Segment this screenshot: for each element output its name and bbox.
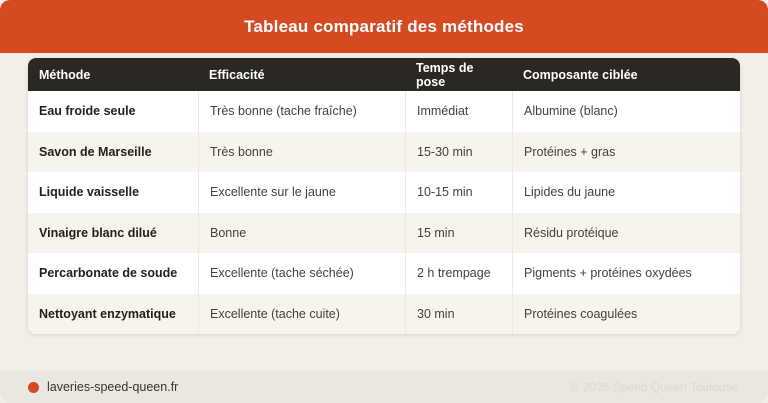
- cell-temps: Immédiat: [405, 91, 512, 132]
- comparison-table: [28, 58, 740, 334]
- page-title: Tableau comparatif des méthodes: [244, 16, 524, 36]
- column-header-composante-ciblee: Composante ciblée: [523, 67, 638, 82]
- cell-temps: 30 min: [405, 294, 512, 335]
- cell-efficacite: Bonne: [198, 213, 405, 254]
- footer-brand: [28, 380, 178, 394]
- table-header-row: [28, 58, 740, 91]
- cell-efficacite: Très bonne: [198, 132, 405, 173]
- cell-composante: Albumine (blanc): [512, 91, 740, 132]
- table-row: [28, 132, 740, 173]
- footer-bar: [0, 371, 768, 403]
- cell-efficacite: Excellente (tache cuite): [198, 294, 405, 335]
- cell-composante: Lipides du jaune: [512, 172, 740, 213]
- top-banner: [0, 0, 768, 53]
- footer-site-link[interactable]: laveries-speed-queen.fr: [47, 380, 179, 394]
- cell-methode: Savon de Marseille: [39, 144, 152, 159]
- cell-composante: Pigments + protéines oxydées: [512, 253, 740, 294]
- column-header-methode: Méthode: [39, 67, 91, 82]
- table-row: [28, 253, 740, 294]
- cell-efficacite: Excellente sur le jaune: [198, 172, 405, 213]
- cell-efficacite: Excellente (tache séchée): [198, 253, 405, 294]
- content-area: [0, 53, 768, 371]
- cell-methode: Nettoyant enzymatique: [39, 306, 176, 321]
- brand-dot-icon: [28, 382, 39, 393]
- cell-methode: Percarbonate de soude: [39, 266, 178, 281]
- cell-methode: Liquide vaisselle: [39, 185, 140, 200]
- column-header-temps-de-pose: Temps de pose: [416, 60, 474, 89]
- cell-temps: 2 h trempage: [405, 253, 512, 294]
- cell-methode: Vinaigre blanc dilué: [39, 225, 157, 240]
- cell-composante: Protéines coagulées: [512, 294, 740, 335]
- cell-composante: Protéines + gras: [512, 132, 740, 173]
- table-body: [28, 91, 740, 334]
- cell-methode: Eau froide seule: [39, 104, 136, 119]
- table-row: [28, 91, 740, 132]
- cell-efficacite: Très bonne (tache fraîche): [198, 91, 405, 132]
- table-row: [28, 172, 740, 213]
- cell-composante: Résidu protéique: [512, 213, 740, 254]
- table-row: [28, 294, 740, 335]
- cell-temps: 10-15 min: [405, 172, 512, 213]
- table-row: [28, 213, 740, 254]
- cell-temps: 15-30 min: [405, 132, 512, 173]
- column-header-efficacite: Efficacité: [209, 67, 265, 82]
- cell-temps: 15 min: [405, 213, 512, 254]
- footer-copyright: © 2026 Speed Queen Toulouse: [570, 380, 738, 394]
